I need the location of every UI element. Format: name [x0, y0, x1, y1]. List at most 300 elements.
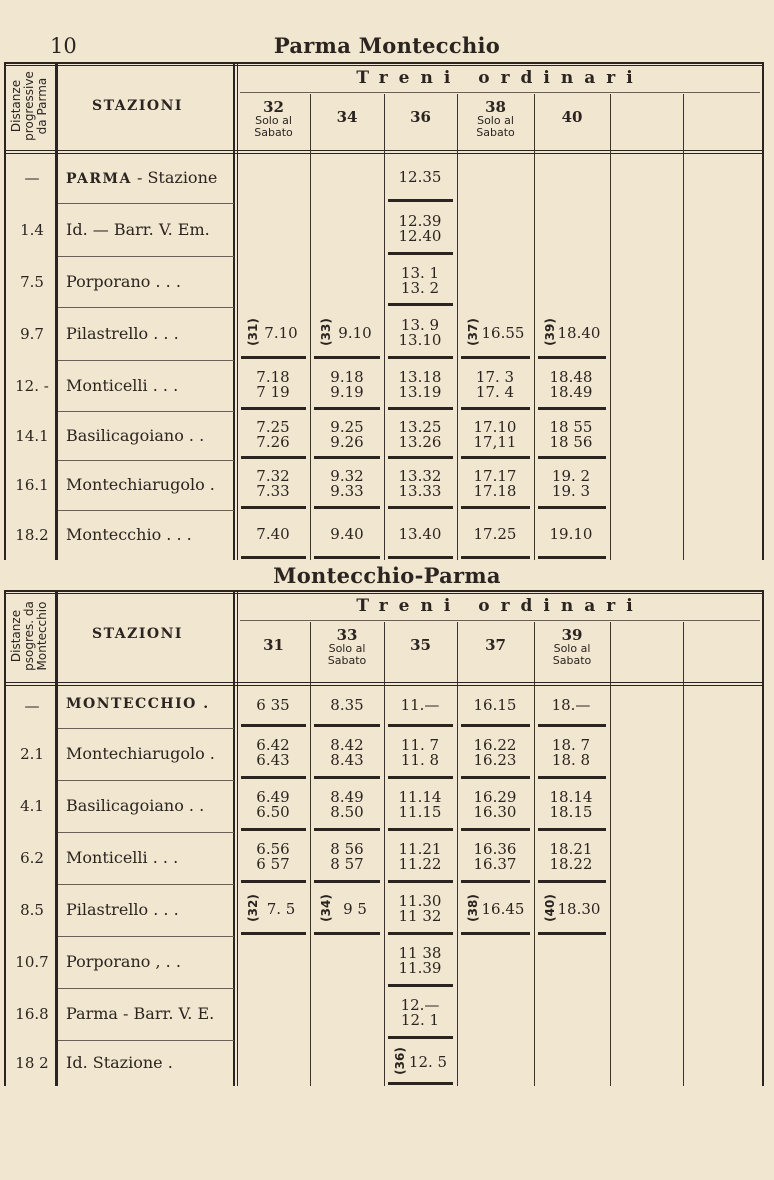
train-header-34	[310, 110, 384, 125]
time-value: 13.25	[398, 417, 442, 436]
time-separator-rule	[388, 407, 453, 410]
distance-value: —	[24, 697, 40, 715]
row-separator	[58, 510, 234, 511]
distance-value: 10.7	[15, 953, 49, 971]
time-separator-rule	[314, 776, 380, 779]
time-value: 11.21	[398, 840, 442, 858]
connecting-train-badge: (36)	[392, 1047, 407, 1075]
time-value: 11. 8	[400, 751, 440, 769]
train-column-divider	[683, 94, 684, 560]
time-cell	[237, 527, 309, 542]
time-separator-rule	[241, 828, 306, 831]
time-cell	[535, 367, 607, 401]
time-separator-rule	[461, 556, 530, 559]
time-cell	[237, 367, 309, 401]
distance-value: 9.7	[20, 324, 44, 343]
distance-value: —	[24, 168, 40, 187]
time-separator-rule	[538, 724, 606, 727]
time-value: 7.25	[256, 417, 290, 436]
time-separator-rule	[314, 456, 380, 459]
time-value: 13.18	[398, 367, 442, 386]
time-cell	[459, 790, 531, 820]
time-value: 19. 2	[551, 467, 591, 485]
time-separator-rule	[538, 880, 606, 883]
station-label: Porporano . . .	[66, 271, 181, 291]
train-header-33	[310, 628, 384, 667]
connecting-train-badge: (40)	[542, 894, 557, 922]
time-cell	[237, 469, 309, 499]
train-note: Sabato	[254, 126, 293, 139]
dist-column-divider	[55, 62, 58, 560]
time-separator-rule	[388, 252, 453, 255]
time-value: 9 5	[343, 900, 367, 918]
row-separator	[58, 411, 234, 412]
time-value: 11 32	[398, 907, 442, 925]
time-value: 7.32	[256, 467, 290, 485]
station-name	[66, 848, 178, 867]
time-value: 6 35	[256, 696, 290, 714]
station-label: Pilastrello . . .	[66, 900, 179, 919]
time-value: 6.42	[256, 736, 290, 754]
distance-value: 16.1	[15, 476, 49, 494]
row-separator	[58, 460, 234, 461]
time-cell	[459, 527, 531, 542]
row-separator	[58, 988, 234, 989]
table-top-border-inner	[4, 65, 764, 66]
treni-underline	[240, 92, 760, 93]
time-value: 16.29	[473, 788, 517, 806]
distance-value: 1.4	[20, 220, 44, 239]
train-number: 37	[485, 636, 506, 654]
time-cell	[535, 469, 607, 499]
train-number: 31	[263, 636, 284, 654]
station-name	[66, 475, 215, 494]
right-border	[762, 62, 764, 560]
time-cell	[384, 367, 456, 401]
time-cell	[311, 790, 383, 820]
time-value: 9.19	[330, 382, 364, 401]
time-separator-rule	[388, 724, 453, 727]
station-label: Parma - Barr. V. E.	[66, 1004, 215, 1023]
time-separator-rule	[538, 776, 606, 779]
time-cell	[384, 738, 456, 768]
station-column-divider	[233, 590, 235, 1086]
time-cell	[311, 842, 383, 872]
train-column-divider	[683, 622, 684, 1086]
time-separator-rule	[461, 776, 530, 779]
time-value: 18 55	[549, 417, 593, 436]
connecting-train-badge: (34)	[318, 894, 333, 922]
connecting-train-badge: (32)	[245, 894, 260, 922]
distance-header-line: Montecchio	[35, 601, 49, 671]
time-value: 8 57	[330, 855, 364, 873]
time-separator-rule	[314, 724, 380, 727]
train-number: 35	[410, 636, 431, 654]
time-cell	[311, 738, 383, 768]
time-value: 9.32	[330, 467, 364, 485]
time-value: 17,11	[473, 432, 517, 451]
time-value: 6.49	[256, 788, 290, 806]
station-label: Id. — Barr. V. Em.	[66, 219, 210, 239]
time-value: 12.—	[400, 996, 440, 1014]
station-suffix: - Stazione	[131, 167, 218, 187]
distance-value: 16.8	[15, 1005, 49, 1023]
station-name	[66, 900, 179, 919]
time-cell	[384, 842, 456, 872]
time-cell	[384, 167, 456, 186]
time-separator-rule	[461, 506, 530, 509]
time-value: 6 57	[256, 855, 290, 873]
time-value: 13. 9	[400, 315, 440, 334]
train-note: Solo al	[328, 642, 366, 655]
time-value: 18 56	[549, 432, 593, 451]
time-value: 7.18	[256, 367, 290, 386]
time-value: 18.40	[557, 323, 601, 342]
train-header-35	[384, 638, 457, 653]
time-value: 12. 1	[400, 1011, 440, 1029]
time-cell	[384, 946, 456, 976]
distance-header	[10, 61, 50, 151]
distance-value: 18.2	[15, 526, 49, 544]
row-separator	[58, 884, 234, 885]
dist-column-divider	[55, 590, 58, 1086]
time-separator-rule	[241, 456, 306, 459]
time-separator-rule	[388, 456, 453, 459]
time-value: 8.50	[330, 803, 364, 821]
time-cell	[311, 527, 383, 542]
time-value: 18.21	[549, 840, 593, 858]
time-value: 13.32	[398, 467, 442, 485]
time-separator-rule	[241, 880, 306, 883]
time-cell	[459, 367, 531, 401]
train-column-divider	[457, 622, 458, 1086]
time-separator-rule	[388, 1082, 453, 1085]
station-name	[66, 525, 192, 544]
time-value: 7.26	[256, 432, 290, 451]
time-cell	[237, 738, 309, 768]
time-value: 6.50	[256, 803, 290, 821]
station-label: Id. Stazione .	[66, 1053, 173, 1072]
time-separator-rule	[538, 506, 606, 509]
station-column-divider-2	[237, 590, 238, 1086]
time-cell	[311, 469, 383, 499]
train-header-32	[237, 100, 310, 139]
connecting-train-badge: (37)	[465, 317, 480, 346]
time-separator-rule	[241, 407, 306, 410]
row-separator	[58, 307, 234, 308]
station-label: MONTECCHIO .	[66, 696, 210, 712]
time-value: 19.10	[549, 525, 593, 543]
time-separator-rule	[388, 1036, 453, 1039]
time-value: 17.17	[473, 467, 517, 485]
time-separator-rule	[241, 506, 306, 509]
station-label: Montecchio . . .	[66, 525, 192, 544]
time-value: 12.40	[398, 226, 442, 245]
distance-header	[10, 591, 50, 681]
time-separator-rule	[461, 456, 530, 459]
time-cell	[535, 842, 607, 872]
station-name	[66, 796, 204, 815]
station-label: Montechiarugolo .	[66, 744, 215, 763]
station-label: Porporano , . .	[66, 952, 181, 971]
time-separator-rule	[388, 984, 453, 987]
treni-ordinari-header: Treni ordinari	[356, 68, 644, 88]
connecting-train-badge: (38)	[465, 894, 480, 922]
train-number: 34	[336, 108, 358, 126]
table-top-border	[4, 62, 764, 64]
time-value: 19. 3	[551, 482, 591, 500]
table-top-border-inner	[4, 593, 764, 594]
station-name	[66, 744, 215, 763]
time-value: 9.40	[330, 525, 364, 543]
time-separator-rule	[388, 932, 453, 935]
train-note: Solo al	[553, 642, 591, 655]
time-value: 6.43	[256, 751, 290, 769]
section-title: Parma Montecchio	[273, 33, 501, 58]
station-name	[66, 1053, 173, 1072]
time-value: 11.15	[398, 803, 442, 821]
time-separator-rule	[388, 303, 453, 306]
train-number: 32	[263, 98, 284, 116]
time-value: 6.56	[256, 840, 290, 858]
time-separator-rule	[388, 199, 453, 202]
station-label: Basilicagoiano . .	[66, 425, 205, 445]
table-top-border	[4, 590, 764, 592]
time-separator-rule	[461, 407, 530, 410]
station-label: Montechiarugolo .	[66, 475, 215, 494]
distance-value: 7.5	[20, 272, 44, 291]
station-label: Monticelli . . .	[66, 848, 179, 867]
time-value: 9.18	[330, 367, 364, 386]
time-value: 16.22	[473, 736, 517, 754]
time-separator-rule	[314, 880, 380, 883]
time-value: 18. 8	[551, 751, 591, 769]
right-border	[762, 590, 764, 1086]
connecting-train-badge: (39)	[542, 317, 557, 346]
time-cell	[237, 790, 309, 820]
distance-value: 8.5	[20, 901, 44, 919]
time-separator-rule	[241, 356, 306, 359]
time-separator-rule	[461, 880, 530, 883]
train-header-38	[457, 100, 534, 139]
time-cell	[384, 469, 456, 499]
time-value: 12.35	[398, 167, 442, 186]
station-name	[66, 696, 210, 712]
time-value: 7.10	[264, 323, 298, 342]
time-separator-rule	[538, 407, 606, 410]
time-separator-rule	[241, 724, 306, 727]
time-separator-rule	[461, 932, 530, 935]
time-value: 9.25	[330, 417, 364, 436]
row-separator	[58, 728, 234, 729]
time-separator-rule	[314, 506, 380, 509]
time-value: 18.14	[549, 788, 593, 806]
distance-value: 18 2	[15, 1054, 49, 1072]
time-value: 17. 4	[475, 382, 515, 401]
time-value: 18.48	[549, 367, 593, 386]
time-cell	[384, 211, 456, 245]
train-header-37	[457, 638, 534, 653]
time-value: 9.33	[330, 482, 364, 500]
distance-header-line: psogres. da	[22, 601, 36, 671]
train-header-31	[237, 638, 310, 653]
time-value: 11 38	[398, 944, 442, 962]
time-separator-rule	[241, 556, 306, 559]
station-name	[66, 272, 181, 291]
train-number: 38	[485, 98, 506, 116]
time-separator-rule	[388, 506, 453, 509]
time-separator-rule	[538, 828, 606, 831]
time-cell	[459, 698, 531, 713]
train-column-divider	[457, 94, 458, 560]
time-cell	[535, 417, 607, 451]
train-header-39	[534, 628, 610, 667]
station-name	[66, 952, 181, 971]
time-cell	[384, 698, 456, 713]
time-value: 18. 7	[551, 736, 591, 754]
time-separator-rule	[314, 828, 380, 831]
time-cell	[384, 998, 456, 1028]
time-value: 13.10	[398, 330, 442, 349]
train-note: Sabato	[327, 654, 367, 667]
time-value: 7 19	[256, 382, 290, 401]
time-cell	[535, 790, 607, 820]
time-value: 11. 7	[400, 736, 440, 754]
row-separator	[58, 203, 234, 204]
time-separator-rule	[538, 456, 606, 459]
station-label: Basilicagoiano . .	[66, 796, 205, 815]
time-cell	[384, 527, 456, 542]
time-cell	[384, 417, 456, 451]
time-value: 16.45	[481, 900, 525, 918]
time-value: 16.37	[473, 855, 517, 873]
station-name	[66, 220, 210, 239]
station-label: Monticelli . . .	[66, 375, 179, 395]
left-border	[4, 62, 6, 560]
stazioni-header: STAZIONI	[92, 98, 183, 114]
time-value: 17.18	[473, 482, 517, 500]
row-separator	[58, 936, 234, 937]
time-cell	[535, 738, 607, 768]
time-value: 16.55	[481, 323, 525, 342]
time-value: 13. 2	[400, 278, 440, 297]
time-value: 11.14	[398, 788, 442, 806]
time-separator-rule	[241, 776, 306, 779]
time-value: 17.25	[473, 525, 517, 543]
time-cell	[237, 417, 309, 451]
time-separator-rule	[388, 880, 453, 883]
time-value: 11.39	[398, 959, 442, 977]
time-cell	[459, 738, 531, 768]
left-border	[4, 590, 6, 1086]
row-separator	[58, 780, 234, 781]
time-value: 16.36	[473, 840, 517, 858]
time-value: 9.26	[330, 432, 364, 451]
time-value: 11.30	[398, 892, 442, 910]
time-value: 13.40	[398, 525, 442, 543]
train-header-40	[534, 110, 610, 125]
time-value: 8.43	[330, 751, 364, 769]
time-separator-rule	[314, 556, 380, 559]
time-separator-rule	[388, 356, 453, 359]
time-value: 18.—	[551, 696, 591, 714]
time-separator-rule	[314, 407, 380, 410]
time-value: 18.30	[557, 900, 601, 918]
station-name	[66, 324, 179, 343]
time-value: 17. 3	[475, 367, 515, 386]
time-cell	[459, 417, 531, 451]
time-separator-rule	[538, 932, 606, 935]
train-number: 39	[561, 626, 583, 644]
time-value: 8.35	[330, 696, 364, 714]
time-separator-rule	[388, 828, 453, 831]
distance-value: 12. -	[15, 376, 49, 395]
connecting-train-badge: (33)	[318, 317, 333, 346]
time-value: 7. 5	[266, 900, 296, 918]
row-separator	[58, 360, 234, 361]
time-value: 12.39	[398, 211, 442, 230]
time-value: 13.33	[398, 482, 442, 500]
time-separator-rule	[388, 776, 453, 779]
time-value: 12. 5	[408, 1053, 448, 1071]
time-separator-rule	[314, 356, 380, 359]
station-name	[66, 168, 217, 187]
connecting-train-badge: (31)	[245, 317, 260, 346]
time-cell	[311, 698, 383, 713]
time-cell	[384, 894, 456, 924]
section-title: Montecchio-Parma	[273, 563, 501, 588]
station-name	[66, 426, 204, 445]
time-value: 16.30	[473, 803, 517, 821]
stazioni-header: STAZIONI	[92, 626, 183, 642]
time-value: 16.23	[473, 751, 517, 769]
time-value: 7.33	[256, 482, 290, 500]
time-cell	[535, 698, 607, 713]
time-value: 11.22	[398, 855, 442, 873]
distance-value: 14.1	[15, 426, 49, 445]
time-cell	[459, 842, 531, 872]
time-value: 8 56	[330, 840, 364, 858]
train-note: Sabato	[476, 126, 515, 139]
time-separator-rule	[461, 828, 530, 831]
time-value: 13.26	[398, 432, 442, 451]
time-value: 13. 1	[400, 263, 440, 282]
station-label: PARMA	[66, 170, 132, 187]
time-separator-rule	[461, 724, 530, 727]
time-value: 8.49	[330, 788, 364, 806]
row-separator	[58, 832, 234, 833]
distance-header-line: Distanze	[9, 79, 23, 133]
distance-value: 6.2	[20, 849, 44, 867]
train-number: 40	[561, 108, 583, 126]
station-name	[66, 376, 178, 395]
station-name	[66, 1004, 214, 1023]
train-number: 33	[336, 626, 358, 644]
time-separator-rule	[538, 556, 606, 559]
distance-value: 2.1	[20, 745, 44, 763]
distance-header-line: da Parma	[35, 77, 49, 135]
time-cell	[384, 315, 456, 349]
distance-header-line: progressive	[22, 71, 36, 141]
time-cell	[459, 469, 531, 499]
time-value: 16.15	[473, 696, 517, 714]
distance-header-line: Distanze	[9, 609, 23, 663]
time-cell	[384, 263, 456, 297]
page-number: 10	[50, 34, 77, 58]
row-separator	[58, 1040, 234, 1041]
train-note: Solo al	[477, 114, 514, 127]
time-value: 18.15	[549, 803, 593, 821]
